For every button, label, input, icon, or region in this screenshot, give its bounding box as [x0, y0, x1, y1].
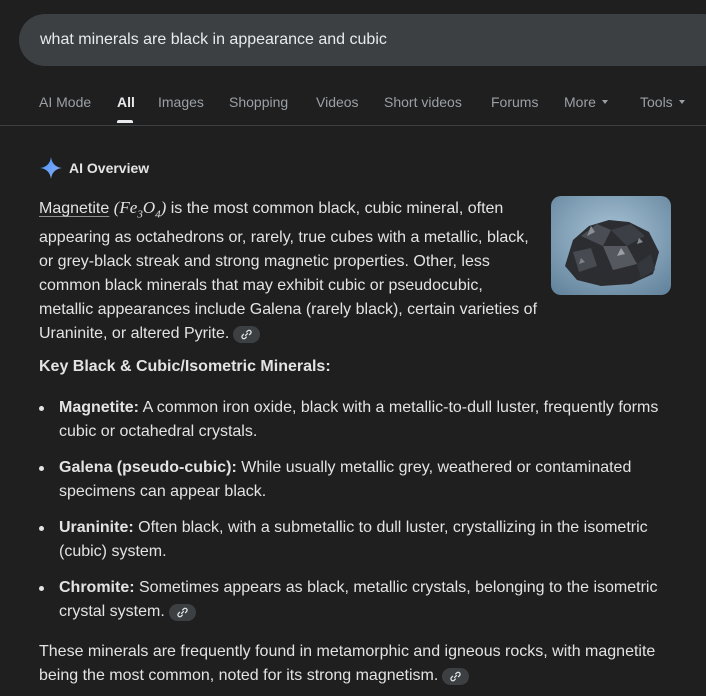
- caret-down-icon: [602, 100, 608, 104]
- search-tabs: [0, 85, 706, 126]
- mineral-name: Chromite:: [59, 579, 135, 596]
- tab-ai-mode[interactable]: AI Mode: [39, 94, 92, 110]
- tab-tools-label: Tools: [640, 94, 673, 110]
- search-bar[interactable]: [19, 14, 706, 66]
- mineral-description: While usually metallic grey, weathered or contaminated specimens can appear black.: [59, 459, 632, 500]
- tab-videos[interactable]: Videos: [316, 94, 359, 110]
- citation-link-button[interactable]: [233, 326, 260, 343]
- list-item: [39, 456, 689, 504]
- overview-intro: [39, 196, 537, 346]
- bullet-icon: [39, 406, 44, 411]
- magnetite-term[interactable]: Magnetite: [39, 200, 110, 217]
- mineral-description: Often black, with a submetallic to dull luster, crystallizing in the isometric (cubic) system.: [59, 519, 648, 560]
- tab-short-videos[interactable]: Short videos: [384, 94, 462, 110]
- section-heading: Key Black & Cubic/Isometric Minerals:: [39, 358, 331, 375]
- mineral-description: A common iron oxide, black with a metallic-to-dull luster, frequently forms cubic or octahedral crystals.: [59, 399, 659, 440]
- sparkle-icon: [39, 156, 63, 180]
- caret-down-icon: [679, 100, 685, 104]
- citation-link-button[interactable]: [169, 604, 196, 621]
- list-item: [39, 576, 689, 624]
- bullet-icon: [39, 466, 44, 471]
- tab-more-label: More: [564, 94, 596, 110]
- magnetite-thumbnail[interactable]: [551, 196, 671, 295]
- mineral-name: Magnetite:: [59, 399, 139, 416]
- magnetite-image: [551, 196, 671, 295]
- tab-more[interactable]: [564, 94, 608, 110]
- bullet-icon: [39, 526, 44, 531]
- tab-shopping[interactable]: Shopping: [229, 94, 289, 110]
- tab-all[interactable]: All: [117, 94, 135, 110]
- list-item: [39, 516, 689, 564]
- mineral-name: Galena (pseudo-cubic):: [59, 459, 237, 476]
- search-query[interactable]: what minerals are black in appearance and cubic: [40, 31, 387, 48]
- ai-overview-title: AI Overview: [69, 160, 150, 176]
- tab-images[interactable]: Images: [158, 94, 204, 110]
- link-icon: [241, 329, 252, 340]
- tab-tools[interactable]: [640, 94, 685, 110]
- list-item: [39, 396, 689, 444]
- active-tab-indicator: [117, 120, 133, 123]
- link-icon: [450, 671, 461, 682]
- tab-forums[interactable]: Forums: [491, 94, 539, 110]
- mineral-name: Uraninite:: [59, 519, 134, 536]
- bullet-icon: [39, 586, 44, 591]
- mineral-description: Sometimes appears as black, metallic crystals, belonging to the isometric crystal system.: [59, 579, 658, 620]
- chemical-formula: $(Fe_3O_4)$: [113, 198, 167, 221]
- ai-overview-header: [39, 156, 149, 180]
- closing-text: These minerals are frequently found in metamorphic and igneous rocks, with magnetite being the most common, noted for its strong magnetism.: [39, 643, 656, 684]
- mineral-list: [39, 396, 689, 636]
- closing-paragraph: [39, 640, 689, 688]
- citation-link-button[interactable]: [442, 668, 469, 685]
- link-icon: [177, 607, 188, 618]
- intro-text: is the most common black, cubic mineral, often appearing as octahedrons or, rarely, true cubes with a metallic, black, or grey-black streak and strong magnetic properties. Other, less common black minerals that may exhibit cubic or pseudocubic, metallic appearances include Galena (rarely black), certain varieties of Uraninite, or altered Pyrite.: [39, 200, 538, 343]
